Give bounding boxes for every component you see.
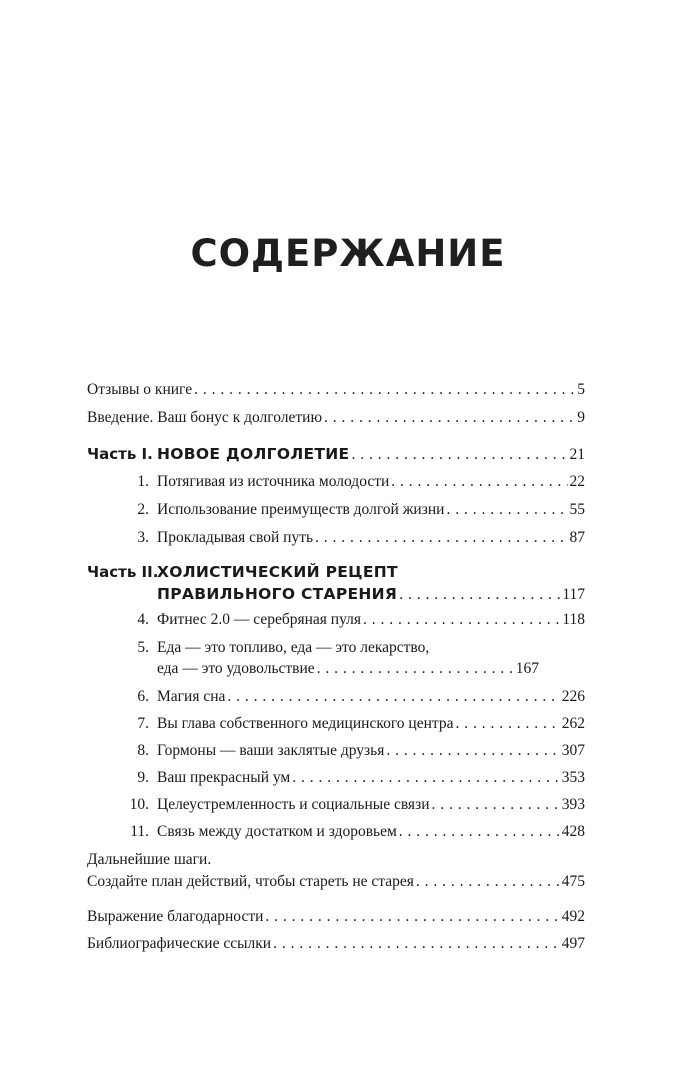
toc-page-number: 117 (562, 586, 585, 603)
toc-entry-text: Выражение благодарности (87, 908, 264, 925)
toc-page-number: 55 (569, 501, 585, 518)
chapter-number: 3. (137, 529, 149, 546)
toc-chapter[interactable] (87, 795, 585, 815)
toc-page-number: 226 (561, 688, 585, 705)
toc-chapter[interactable] (87, 472, 585, 492)
chapter-number: 5. (137, 639, 149, 656)
toc-part-1[interactable] (87, 444, 585, 465)
toc-page-number: 492 (561, 908, 585, 925)
toc-entry-text: Гормоны — ваши заклятые друзья (157, 742, 385, 759)
dot-leader (455, 714, 559, 734)
toc-chapter[interactable] (87, 741, 585, 761)
dot-leader (227, 687, 559, 707)
chapter-number: 2. (137, 501, 149, 518)
toc-entry-text: Создайте план действий, чтобы стареть не старея (87, 873, 414, 890)
toc-page-number: 21 (569, 446, 585, 463)
toc-entry-next-steps-line1[interactable]: Дальнейшие шаги. (87, 851, 212, 868)
toc-chapter[interactable] (87, 822, 585, 842)
toc-chapter[interactable] (87, 687, 585, 707)
toc-page-number: 22 (569, 473, 585, 490)
dot-leader (194, 380, 575, 400)
part-name: ХОЛИСТИЧЕСКИЙ РЕЦЕПТ (157, 563, 398, 581)
part-label: Часть I. (87, 445, 153, 463)
part-label: Часть II. (87, 563, 159, 581)
toc-chapter[interactable] (87, 528, 585, 548)
dot-leader (315, 528, 567, 548)
part-name-continued: ПРАВИЛЬНОГО СТАРЕНИЯ (157, 585, 398, 603)
chapter-number: 8. (137, 742, 149, 759)
toc-part-2-line1[interactable] (87, 562, 585, 582)
chapter-number: 1. (137, 473, 149, 490)
toc-chapter[interactable] (87, 714, 585, 734)
chapter-number: 4. (137, 611, 149, 628)
chapter-number: 10. (129, 796, 149, 813)
chapter-number: 6. (137, 688, 149, 705)
chapter-number: 7. (137, 715, 149, 732)
toc-page-number: 307 (561, 742, 585, 759)
toc-page-number: 5 (577, 381, 585, 398)
toc-entry-text: Связь между достатком и здоровьем (157, 823, 397, 840)
toc-entry-text: Фитнес 2.0 — серебряная пуля (157, 611, 362, 628)
dot-leader (446, 500, 567, 520)
dot-leader (363, 610, 560, 630)
dot-leader (416, 872, 560, 892)
toc-chapter[interactable] (87, 768, 585, 788)
toc-page-number: 393 (561, 796, 585, 813)
toc-entry-next-steps-line2[interactable] (87, 872, 585, 892)
page-title: СОДЕРЖАНИЕ (190, 232, 506, 275)
toc-entry-introduction[interactable] (87, 408, 585, 428)
toc-entry-text: Ваш прекрасный ум (157, 769, 291, 786)
toc-entry-text: Введение. Ваш бонус к долголетию (87, 409, 323, 426)
toc-entry-text: Библиографические ссылки (87, 935, 272, 952)
toc-entry-text: Отзывы о книге (87, 381, 193, 398)
toc-part-2-line2[interactable] (87, 584, 585, 605)
toc-page-number: 475 (561, 873, 585, 890)
dot-leader (351, 445, 567, 465)
dot-leader (431, 795, 559, 815)
toc-page-number: 497 (561, 935, 585, 952)
toc-entry-text-continued: еда — это удовольствие (157, 660, 315, 677)
dot-leader (292, 768, 560, 788)
toc-chapter-line2[interactable] (87, 659, 539, 679)
toc-entry-references[interactable] (87, 934, 585, 954)
dot-leader (399, 822, 560, 842)
dot-leader (273, 934, 560, 954)
toc-page-number: 353 (561, 769, 585, 786)
chapter-number: 11. (130, 823, 149, 840)
toc-entry-text: Вы глава собственного медицинского центра (157, 715, 454, 732)
toc-entry-text: Еда — это топливо, еда — это лекарство, (157, 639, 430, 656)
toc-entry-text: Магия сна (157, 688, 226, 705)
toc-entry-acknowledgements[interactable] (87, 907, 585, 927)
toc-entry-text: Использование преимуществ долгой жизни (157, 501, 445, 518)
dot-leader (265, 907, 559, 927)
dot-leader (386, 741, 559, 761)
toc-entry-reviews[interactable] (87, 380, 585, 400)
toc-page-number: 87 (569, 529, 585, 546)
chapter-number: 9. (137, 769, 149, 786)
toc-chapter[interactable] (87, 500, 585, 520)
dot-leader (399, 585, 560, 605)
toc-page-number: 428 (561, 823, 585, 840)
toc-page-number: 9 (577, 409, 585, 426)
toc-page-number: 167 (515, 660, 539, 677)
dot-leader (324, 408, 575, 428)
dot-leader (391, 472, 567, 492)
toc-chapter[interactable] (87, 610, 585, 630)
toc-page-number: 118 (562, 611, 585, 628)
toc-entry-text: Потягивая из источника молодости (157, 473, 390, 490)
toc-chapter-line1[interactable] (87, 638, 585, 658)
part-name: НОВОЕ ДОЛГОЛЕТИЕ (157, 445, 350, 463)
toc-page-number: 262 (561, 715, 585, 732)
toc-entry-text: Целеустремленность и социальные связи (157, 796, 430, 813)
dot-leader (317, 659, 514, 679)
toc-entry-text: Прокладывая свой путь (157, 529, 314, 546)
